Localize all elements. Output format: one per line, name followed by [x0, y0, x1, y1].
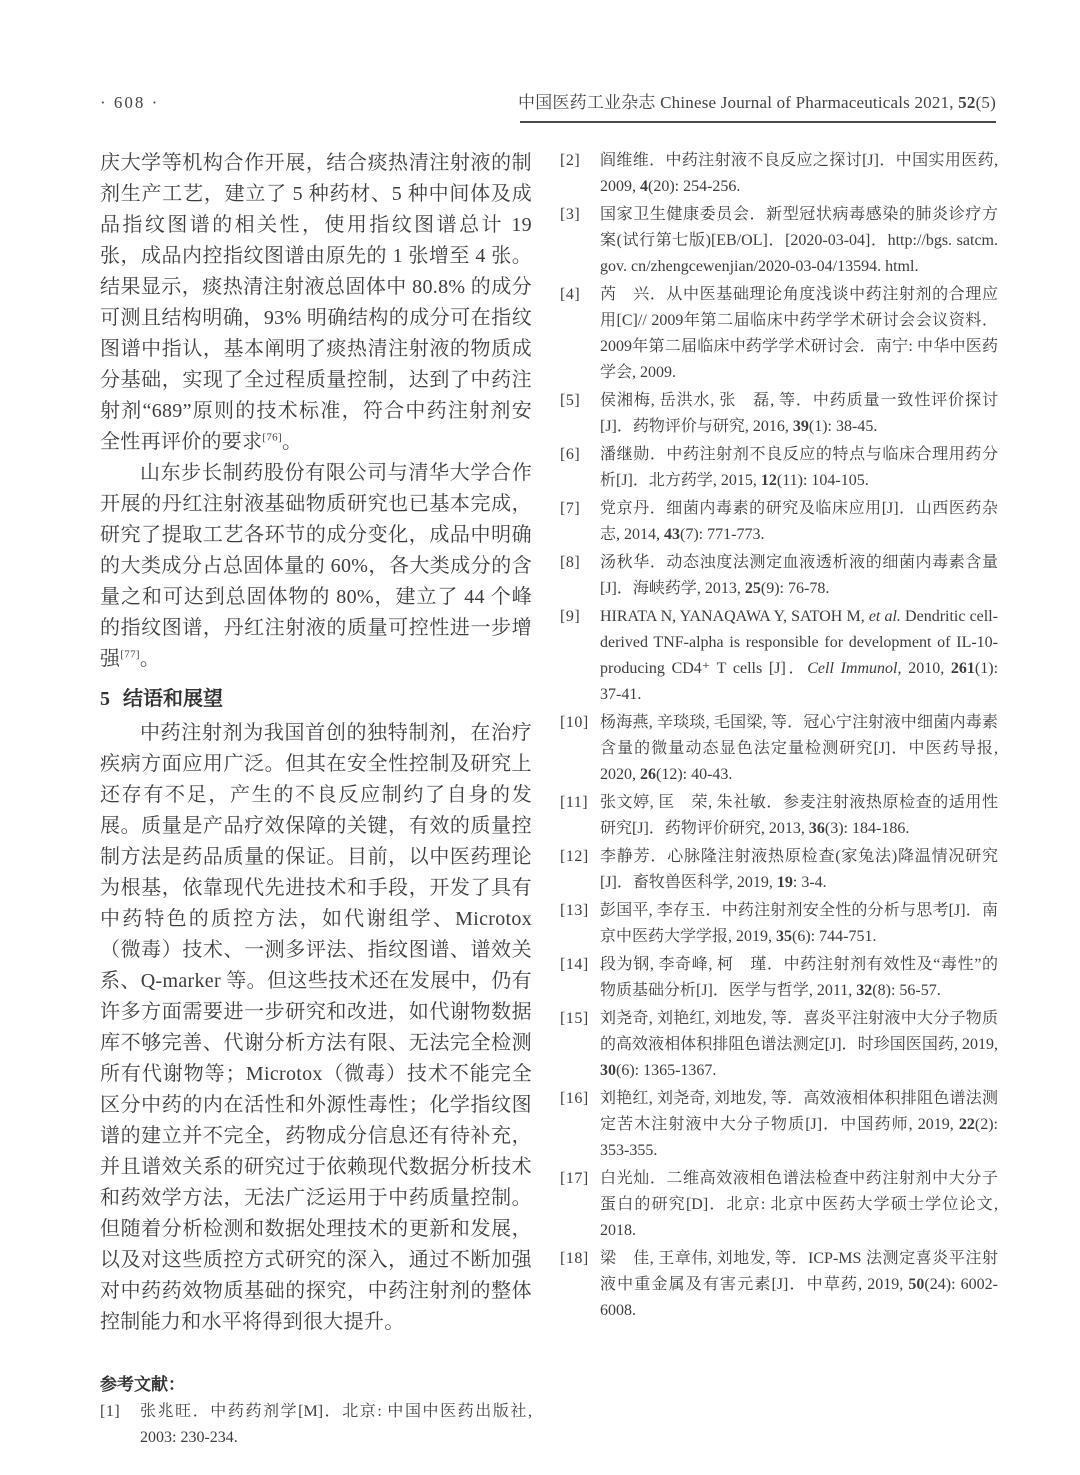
reference-number: [6]	[560, 446, 581, 463]
reference-number: [1]	[100, 1403, 121, 1420]
left-column	[100, 148, 532, 1453]
paragraph	[100, 718, 532, 1338]
journal-issue: (5)	[975, 93, 996, 112]
reference-number: [13]	[560, 902, 589, 919]
reference-item	[560, 282, 998, 386]
reference-number: [16]	[560, 1090, 589, 1107]
journal-title	[518, 88, 996, 113]
section-title: 结语和展望	[123, 688, 223, 710]
reference-number: [2]	[560, 152, 581, 169]
reference-number: [15]	[560, 1010, 589, 1027]
reference-number: [9]	[560, 608, 581, 625]
page-header	[100, 88, 996, 113]
reference-number: [17]	[560, 1170, 589, 1187]
reference-number: [7]	[560, 500, 581, 517]
reference-item	[560, 442, 998, 494]
reference-text: HIRATA N, YANAQAWA Y, SATOH M, et al. Dendritic cell-derived TNF-alpha is responsible for development of IL-10-producing CD4⁺ T cells [J]．Cell Immunol, 2010, 261(1): 37-41.	[600, 608, 999, 703]
references-heading: 参考文献：	[100, 1375, 185, 1394]
reference-text: 侯湘梅, 岳洪水, 张 磊, 等．中药质量一致性评价探讨[J]．药物评价与研究, 2016, 39(1): 38-45.	[600, 392, 998, 435]
reference-text: 刘艳红, 刘尧奇, 刘地发, 等．高效液相体积排阻色谱法测定苦木注射液中大分子物质[J]．中国药师, 2019, 22(2): 353-355.	[600, 1090, 998, 1159]
paragraph-text: 庆大学等机构合作开展，结合痰热清注射液的制剂生产工艺，建立了 5 种药材、5 种中间体及成品指纹图谱的相关性，使用指纹图谱总计 19 张，成品内控指纹图谱由原先的 1 张增至 4 张。结果显示，痰热清注射液总固体中 80.8% 的成分可测且结构明确，93% 明确结构的成分可在指纹图谱中指认，基本阐明了痰热清注射液的物质成分基础，实现了全过程质量控制，达到了中药注射剂“689”原则的技术标准，符合中药注射剂安全性再评价的要求	[100, 152, 532, 453]
reference-item	[560, 1166, 998, 1244]
paragraph-tail: 。	[139, 648, 161, 670]
reference-item	[100, 1399, 532, 1451]
reference-number: [14]	[560, 956, 589, 973]
reference-number: [10]	[560, 714, 589, 731]
reference-item	[560, 844, 998, 896]
reference-text: 国家卫生健康委员会．新型冠状病毒感染的肺炎诊疗方案(试行第七版)[EB/OL]．[2020-03-04]．http://bgs. satcm. gov. cn/zhengcewenjian/2020-03-04/13594. html.	[600, 206, 998, 275]
journal-title-text: 中国医药工业杂志 Chinese Journal of Pharmaceuticals 2021,	[518, 93, 959, 112]
references-list-left	[100, 1399, 532, 1451]
reference-text: 杨海燕, 辛琰琰, 毛国梁, 等．冠心宁注射液中细菌内毒素含量的微量动态显色法定量检测研究[J]．中医药导报, 2020, 26(12): 40-43.	[600, 714, 998, 783]
paragraph-continuation	[100, 148, 532, 458]
reference-number: [8]	[560, 554, 581, 571]
section-heading	[100, 682, 532, 711]
citation-superscript: [76]	[262, 431, 282, 444]
paragraph	[100, 458, 532, 675]
reference-text: 刘尧奇, 刘艳红, 刘地发, 等．喜炎平注射液中大分子物质的高效液相体积排阻色谱法测定[J]．时珍国医国药, 2019, 30(6): 1365-1367.	[600, 1010, 998, 1079]
reference-item	[560, 952, 998, 1004]
reference-item	[560, 550, 998, 602]
reference-item	[560, 1246, 998, 1324]
reference-number: [5]	[560, 392, 581, 409]
header-rule	[520, 121, 996, 123]
reference-text: 党京丹．细菌内毒素的研究及临床应用[J]．山西医药杂志, 2014, 43(7): 771-773.	[600, 500, 998, 543]
reference-number: [18]	[560, 1250, 589, 1267]
reference-item	[560, 790, 998, 842]
reference-item	[560, 604, 998, 708]
reference-item	[560, 898, 998, 950]
journal-volume: 52	[958, 93, 976, 112]
reference-text: 梁 佳, 王章伟, 刘地发, 等．ICP-MS 法测定喜炎平注射液中重金属及有害元素[J]．中草药, 2019, 50(24): 6002-6008.	[600, 1250, 998, 1319]
reference-item	[560, 1086, 998, 1164]
right-column	[560, 148, 998, 1326]
reference-number: [11]	[560, 794, 589, 811]
paragraph-tail: 。	[281, 431, 303, 453]
paragraph-text: 山东步长制药股份有限公司与清华大学合作开展的丹红注射液基础物质研究也已基本完成，研究了提取工艺各环节的成分变化，成品中明确的大类成分占总固体量的 60%，各大类成分的含量之和可达到总固体物的 80%，建立了 44 个峰的指纹图谱，丹红注射液的质量可控性进一步增强	[100, 462, 532, 670]
reference-text: 潘继勋．中药注射剂不良反应的特点与临床合理用药分析[J]．北方药学, 2015, 12(11): 104-105.	[600, 446, 998, 489]
reference-text: 张兆旺．中药药剂学[M]．北京: 中国中医药出版社, 2003: 230-234.	[140, 1403, 532, 1446]
reference-item	[560, 148, 998, 200]
reference-text: 张文婷, 匡 荣, 朱社敏．参麦注射液热原检查的适用性研究[J]．药物评价研究, 2013, 36(3): 184-186.	[600, 794, 998, 837]
citation-superscript: [77]	[120, 648, 140, 661]
reference-text: 彭国平, 李存玉．中药注射剂安全性的分析与思考[J]．南京中医药大学学报, 2019, 35(6): 744-751.	[600, 902, 998, 945]
reference-text: 芮 兴．从中医基础理论角度浅谈中药注射剂的合理应用[C]// 2009年第二届临床中药学学术研讨会会议资料．2009年第二届临床中药学学术研讨会．南宁: 中华中医药学会, 2009.	[600, 286, 998, 381]
reference-item	[560, 710, 998, 788]
reference-item	[560, 202, 998, 280]
reference-item	[560, 496, 998, 548]
reference-text: 白光灿．二维高效液相色谱法检查中药注射剂中大分子蛋白的研究[D]．北京: 北京中医药大学硕士学位论文, 2018.	[600, 1170, 998, 1239]
reference-text: 李静芳．心脉隆注射液热原检查(家兔法)降温情况研究[J]．畜牧兽医科学, 2019, 19: 3-4.	[600, 848, 998, 891]
section-number: 5	[100, 688, 110, 710]
reference-text: 阎维维．中药注射液不良反应之探讨[J]．中国实用医药, 2009, 4(20): 254-256.	[600, 152, 998, 195]
reference-number: [4]	[560, 286, 581, 303]
page-number: · 608 ·	[100, 93, 160, 112]
reference-item	[560, 1006, 998, 1084]
reference-number: [12]	[560, 848, 589, 865]
paragraph-text: 中药注射剂为我国首创的独特制剂，在治疗疾病方面应用广泛。但其在安全性控制及研究上还存有不足，产生的不良反应制约了自身的发展。质量是产品疗效保障的关键，有效的质量控制方法是药品质量的保证。目前，以中医药理论为根基，依靠现代先进技术和手段，开发了具有中药特色的质控方法，如代谢组学、Microtox（微毒）技术、一测多评法、指纹图谱、谱效关系、Q-marker 等。但这些技术还在发展中，仍有许多方面需要进一步研究和改进，如代谢物数据库不够完善、代谢分析方法有限、无法完全检测所有代谢物等；Microtox（微毒）技术不能完全区分中药的内在活性和外源性毒性；化学指纹图谱的建立并不完全，药物成分信息还有待补充，并且谱效关系的研究过于依赖现代数据分析技术和药效学方法，无法广泛运用于中药质量控制。但随着分析检测和数据处理技术的更新和发展，以及对这些质控方式研究的深入，通过不断加强对中药药效物质基础的探究，中药注射剂的整体控制能力和水平将得到很大提升。	[100, 722, 532, 1333]
reference-item	[560, 388, 998, 440]
reference-text: 段为钢, 李奇峰, 柯 瑾．中药注射剂有效性及“毒性”的物质基础分析[J]．医学与哲学, 2011, 32(8): 56-57.	[600, 956, 998, 999]
reference-number: [3]	[560, 206, 581, 223]
reference-text: 汤秋华．动态浊度法测定血液透析液的细菌内毒素含量[J]．海峡药学, 2013, 25(9): 76-78.	[600, 554, 998, 597]
references-list-right	[560, 148, 998, 1324]
